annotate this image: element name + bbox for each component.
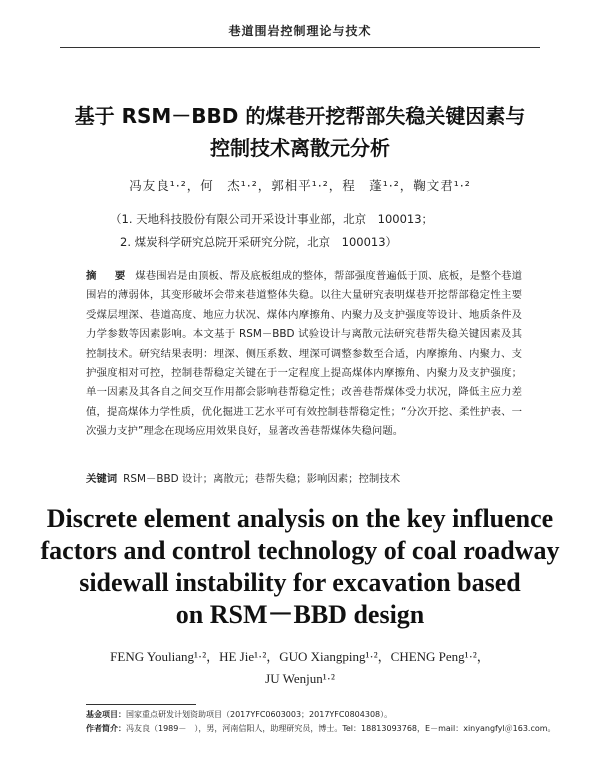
author-bio-label: 作者简介： — [86, 724, 126, 733]
fund-label: 基金项目： — [86, 710, 126, 719]
affiliation-line-2: 2. 煤炭科学研究总院开采研究分院，北京 100013） — [120, 235, 398, 249]
fund-text: 国家重点研发计划资助项目（2017YFC0603003；2017YFC0804308）。 — [126, 710, 393, 719]
chinese-authors: 冯友良¹·²，何 杰¹·²，郭相平¹·²，程 蓬¹·²，鞠文君¹·² — [129, 178, 471, 193]
english-title-line-2: factors and control technology of coal roadway — [40, 536, 560, 565]
chinese-affiliations — [110, 208, 530, 254]
footnotes — [86, 708, 560, 736]
abstract-label: 摘 要 — [86, 270, 130, 282]
english-title-line-3: sidewall instability for excavation based — [79, 568, 521, 597]
english-title-line-4: on RSM－BBD design — [175, 600, 425, 629]
english-authors-line-2: JU Wenjun¹·² — [265, 671, 335, 686]
running-head: 巷道围岩控制理论与技术 — [228, 24, 372, 38]
abstract-text: 煤巷围岩是由顶板、帮及底板组成的整体，帮部强度普遍低于顶、底板，是整个巷道围岩的薄弱体，其变形破坏会带来巷道整体失稳。以往大量研究表明煤巷开挖帮部稳定性主要受煤层埋深、巷道高度、地应力状况、煤体内摩擦角、内聚力及支护强度等设计、地质条件及力学参数等因素影响。本文基于 RSM－BBD 试验设计与离散元法研究巷帮失稳关键因素及其控制技术。研究结果表明：埋深、侧压系数、埋深可调整参数至合适，内摩擦角、内聚力、支护强度相对可控，控制巷帮稳定关键在于一定程度上提高煤体内摩擦角、内聚力及支护强度；单一因素及其各自之间交互作用都会影响巷帮稳定性；改善巷帮煤体受力状况，降低主应力差值，提高煤体力学性质，优化掘进工艺水平可有效控制巷帮稳定性；“分次开挖、柔性护表、一次强力支护”理念在现场应用效果良好，显著改善巷帮煤体失稳问题。 — [86, 270, 523, 438]
header-rule — [60, 47, 540, 48]
affiliation-line-1: （1. 天地科技股份有限公司开采设计事业部，北京 100013； — [110, 212, 434, 226]
english-title-line-1: Discrete element analysis on the key influence — [46, 504, 554, 533]
english-title — [40, 503, 560, 631]
author-bio-text: 冯友良（1989－ ），男，河南信阳人，助理研究员，博士。Tel：18813093768，E－mail：xinyangfyl＠163.com。 — [126, 724, 556, 733]
english-authors-line-1: FENG Youliang¹·²，HE Jie¹·²，GUO Xiangping¹·²，CHENG Peng¹·²， — [110, 649, 490, 664]
english-authors — [60, 646, 540, 690]
chinese-title — [40, 100, 560, 164]
keywords-label: 关键词 — [86, 473, 118, 485]
author-footnote — [86, 722, 560, 736]
footnote-rule — [86, 704, 196, 705]
chinese-title-line-2: 控制技术离散元分析 — [210, 136, 390, 160]
chinese-title-line-1: 基于 RSM－BBD 的煤巷开挖帮部失稳关键因素与 — [74, 104, 526, 128]
fund-footnote — [86, 708, 560, 722]
keywords-text: RSM－BBD 设计；离散元；巷帮失稳；影响因素；控制技术 — [123, 473, 401, 485]
abstract — [86, 267, 522, 442]
keywords — [86, 470, 522, 489]
